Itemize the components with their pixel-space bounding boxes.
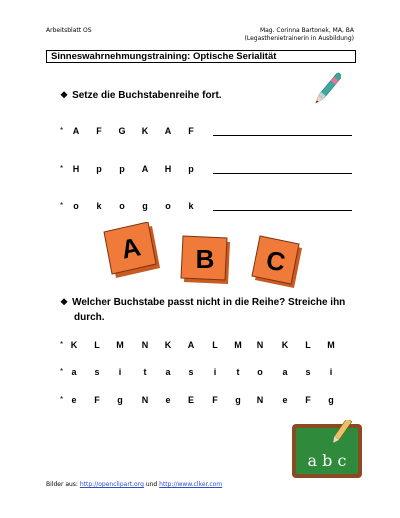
sequence-letter: o (73, 201, 79, 211)
task2-instruction-line1: Welcher Buchstabe passt nicht in die Reihe? Streiche ihn (72, 297, 346, 308)
row-letter[interactable]: N (141, 340, 149, 350)
answer-line[interactable] (213, 135, 352, 136)
diamond-bullet-icon: ❖ (60, 90, 69, 100)
odd-one-out-row (60, 395, 360, 407)
sequence-letter: H (164, 164, 172, 174)
row-letter[interactable]: g (235, 395, 241, 405)
row-letter[interactable]: g (117, 395, 123, 405)
tile-b (181, 236, 230, 284)
row-letter[interactable]: M (234, 340, 242, 350)
abc-tiles-illustration (100, 222, 310, 290)
openclipart-link[interactable]: http://openclipart.org (79, 481, 144, 488)
tile-letter-b: B (195, 244, 215, 274)
row-letter[interactable]: F (212, 395, 218, 405)
row-letter[interactable]: M (116, 340, 124, 350)
header-right-line2: (Legasthenietrainerin in Ausbildung) (244, 35, 354, 42)
row-letter[interactable]: a (71, 367, 77, 377)
pen-icon (311, 71, 341, 111)
row-letter[interactable]: a (165, 367, 171, 377)
tile-letter-c: C (263, 244, 288, 278)
tile-a (104, 222, 160, 278)
sequence-letter: K (141, 126, 149, 136)
row-letter[interactable]: E (187, 395, 194, 405)
task2-heading (60, 297, 345, 308)
row-letter[interactable]: s (94, 367, 100, 377)
row-letter[interactable]: t (236, 367, 240, 377)
sequence-letter: o (165, 201, 171, 211)
row-letter[interactable]: F (305, 395, 311, 405)
row-letter[interactable]: s (305, 367, 311, 377)
odd-one-out-row (60, 340, 360, 352)
asterisk-bullet: * (60, 126, 64, 135)
header-left: Arbeitsblatt OS (46, 27, 92, 34)
sequence-row (60, 164, 360, 176)
sequence-letter: F (96, 126, 102, 136)
sequence-letter: A (72, 126, 80, 136)
row-letter[interactable]: F (94, 395, 100, 405)
footer-prefix: Bilder aus: (46, 481, 80, 488)
odd-one-out-row (60, 367, 360, 379)
sequence-letter: A (164, 126, 172, 136)
row-letter[interactable]: g (328, 395, 334, 405)
sequence-row (60, 126, 360, 138)
answer-line[interactable] (213, 173, 352, 174)
row-letter[interactable]: L (305, 340, 311, 350)
diamond-bullet-icon: ❖ (60, 297, 69, 307)
tile-c (252, 236, 302, 288)
row-letter[interactable]: K (281, 340, 289, 350)
row-letter[interactable]: i (213, 367, 217, 377)
header-right-line1: Mag. Corinna Bartonek, MA, BA (259, 27, 354, 34)
row-letter[interactable]: N (256, 340, 264, 350)
row-letter[interactable]: K (164, 340, 172, 350)
row-letter[interactable]: L (94, 340, 100, 350)
asterisk-bullet: * (60, 367, 64, 376)
task1-heading (60, 90, 222, 101)
row-letter[interactable]: M (327, 340, 335, 350)
asterisk-bullet: * (60, 395, 64, 404)
row-letter[interactable]: A (187, 340, 195, 350)
row-letter[interactable]: K (70, 340, 78, 350)
row-letter[interactable]: s (188, 367, 194, 377)
row-letter[interactable]: L (212, 340, 218, 350)
worksheet-title: Sinneswahrnehmungstraining: Optische Serialität (46, 50, 356, 63)
sequence-letter: p (119, 164, 125, 174)
task1-instruction: Setze die Buchstabenreihe fort. (72, 90, 222, 101)
sequence-letter: p (96, 164, 102, 174)
sequence-letter: p (188, 164, 194, 174)
clker-link[interactable]: http://www.clker.com (159, 481, 223, 488)
row-letter[interactable]: i (118, 367, 122, 377)
answer-line[interactable] (213, 210, 352, 211)
row-letter[interactable]: e (282, 395, 288, 405)
footer-credits (46, 481, 222, 488)
row-letter[interactable]: e (71, 395, 77, 405)
chalkboard-illustration (290, 420, 366, 480)
task2-instruction-line2: durch. (74, 312, 105, 323)
row-letter[interactable]: i (329, 367, 333, 377)
sequence-row (60, 201, 360, 213)
row-letter[interactable]: t (143, 367, 147, 377)
asterisk-bullet: * (60, 340, 64, 349)
row-letter[interactable]: e (165, 395, 171, 405)
row-letter[interactable]: o (257, 367, 263, 377)
chalkboard-text: a b c (307, 451, 347, 470)
sequence-letter: k (96, 201, 102, 211)
row-letter[interactable]: N (256, 395, 264, 405)
sequence-letter: G (118, 126, 126, 136)
sequence-letter: o (119, 201, 125, 211)
sequence-letter: F (188, 126, 194, 136)
sequence-letter: A (141, 164, 149, 174)
footer-middle: und (143, 481, 160, 488)
asterisk-bullet: * (60, 201, 64, 210)
sequence-letter: k (188, 201, 194, 211)
row-letter[interactable]: N (141, 395, 149, 405)
row-letter[interactable]: a (282, 367, 288, 377)
sequence-letter: g (142, 201, 148, 211)
asterisk-bullet: * (60, 164, 64, 173)
tile-letter-a: A (118, 231, 144, 265)
sequence-letter: H (72, 164, 80, 174)
